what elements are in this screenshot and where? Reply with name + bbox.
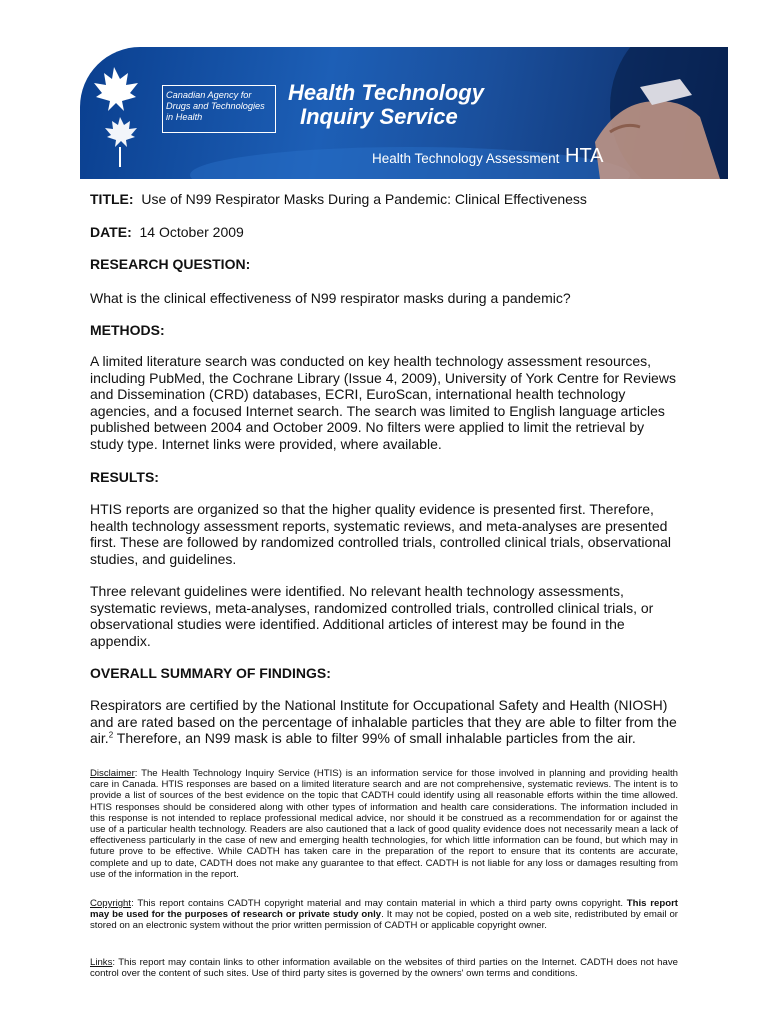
summary-heading: OVERALL SUMMARY OF FINDINGS: xyxy=(90,665,331,681)
date-label: DATE: xyxy=(90,224,132,240)
cadth-logo-text xyxy=(166,90,272,123)
summary-text xyxy=(90,697,680,747)
results-text-2: Three relevant guidelines were identified. No relevant health technology assessments, systematic reviews, meta-analyses, randomized controlled trials, controlled clinical trials, or observational studies were identified. Additional articles of interest may be found in the appendix. xyxy=(90,583,654,649)
logo-line: Drugs and Technologies xyxy=(166,101,265,111)
service-title xyxy=(288,81,484,129)
title-value: Use of N99 Respirator Masks During a Pandemic: Clinical Effectiveness xyxy=(141,191,587,207)
copyright-text-b: . It may not be copied, posted on a web site, redistributed by email or stored on an electronic system without the prior written permission of CADTH or applicable copyright owner. xyxy=(90,909,678,932)
disclaimer-label: Disclaimer xyxy=(90,768,135,779)
summary-text-b: Therefore, an N99 mask is able to filter 99% of small inhalable particles from the air. xyxy=(113,730,636,746)
links-text: : This report may contain links to other information available on the websites of third parties on the Internet. CADTH does not have control over the content of such sites. Use of third party sites is governed by the owners' own terms and conditions. xyxy=(90,957,678,980)
hta-label: Health Technology Assessment xyxy=(372,151,560,166)
title-label: TITLE: xyxy=(90,191,134,207)
logo-line: in Health xyxy=(166,112,203,122)
service-title-line1: Health Technology xyxy=(288,80,484,105)
maple-leaf-icon xyxy=(94,67,138,167)
copyright-bold-text: This report may be used for the purposes of research or private study only xyxy=(90,898,678,921)
research-question-heading: RESEARCH QUESTION: xyxy=(90,256,251,272)
methods-heading: METHODS: xyxy=(90,322,165,338)
links-label: Links xyxy=(90,957,113,968)
copyright-text-a: : This report contains CADTH copyright material and may contain material in which a third party owns copyright. xyxy=(131,898,627,909)
service-title-line2: Inquiry Service xyxy=(300,104,458,129)
title-line xyxy=(90,191,587,207)
summary-text-a: Respirators are certified by the National Institute for Occupational Safety and Health (NIOSH) and are rated based on the percentage of inhalable particles that they are able to filter from the air. xyxy=(90,697,677,746)
results-heading: RESULTS: xyxy=(90,469,159,485)
results-text-1: HTIS reports are organized so that the higher quality evidence is presented first. Therefore, health technology assessment reports, systematic reviews, and meta-analyses are presented first. These are followed by randomized controlled trials, controlled clinical trials, observational studies, and guidelines. xyxy=(90,501,672,567)
disclaimer-paragraph xyxy=(90,768,678,880)
research-question-text: What is the clinical effectiveness of N99 respirator masks during a pandemic? xyxy=(90,290,571,306)
date-line xyxy=(90,224,244,240)
copyright-label: Copyright xyxy=(90,898,132,909)
citation-superscript: 2 xyxy=(108,730,114,740)
hts-banner xyxy=(80,47,728,179)
copyright-paragraph xyxy=(90,898,678,932)
links-paragraph xyxy=(90,957,678,979)
logo-line: Canadian Agency for xyxy=(166,90,252,100)
date-value: 14 October 2009 xyxy=(139,224,244,240)
disclaimer-text: : The Health Technology Inquiry Service (HTIS) is an information service for those involved in planning and providing health care in Canada. HTIS responses are based on a limited literature search and are not comprehensive, systematic reviews. The intent is to provide a list of sources of the best evidence on the topic that CADTH could identify using all reasonable efforts within the time allowed. HTIS responses should be considered along with other types of information and health care considerations. The information included in this response is not intended to replace professional medical advice, nor should it be construed as a recommendation for or against the use of a particular health technology. Readers are also cautioned that a lack of good quality evidence does not necessarily mean a lack of effectiveness particularly in the case of new and emerging health technologies, for which little information can be found, but which may in future prove to be effective. While CADTH has taken care in the preparation of the report to ensure that its contents are accurate, complete and up to date, CADTH does not make any guarantee to that effect. CADTH is not liable for any loss or damages resulting from use of the information in the report. xyxy=(90,768,678,880)
methods-text: A limited literature search was conducted on key health technology assessment resources, including PubMed, the Cochrane Library (Issue 4, 2009), University of York Centre for Reviews and Dissemination (CRD) databases, ECRI, EuroScan, international health technology agencies, and a focused Internet search. The search was limited to English language articles published between 2004 and October 2009. No filters were applied to limit the retrieval by study type. Internet links were provided, where available. xyxy=(90,353,676,452)
hta-abbreviation: HTA xyxy=(565,145,604,167)
